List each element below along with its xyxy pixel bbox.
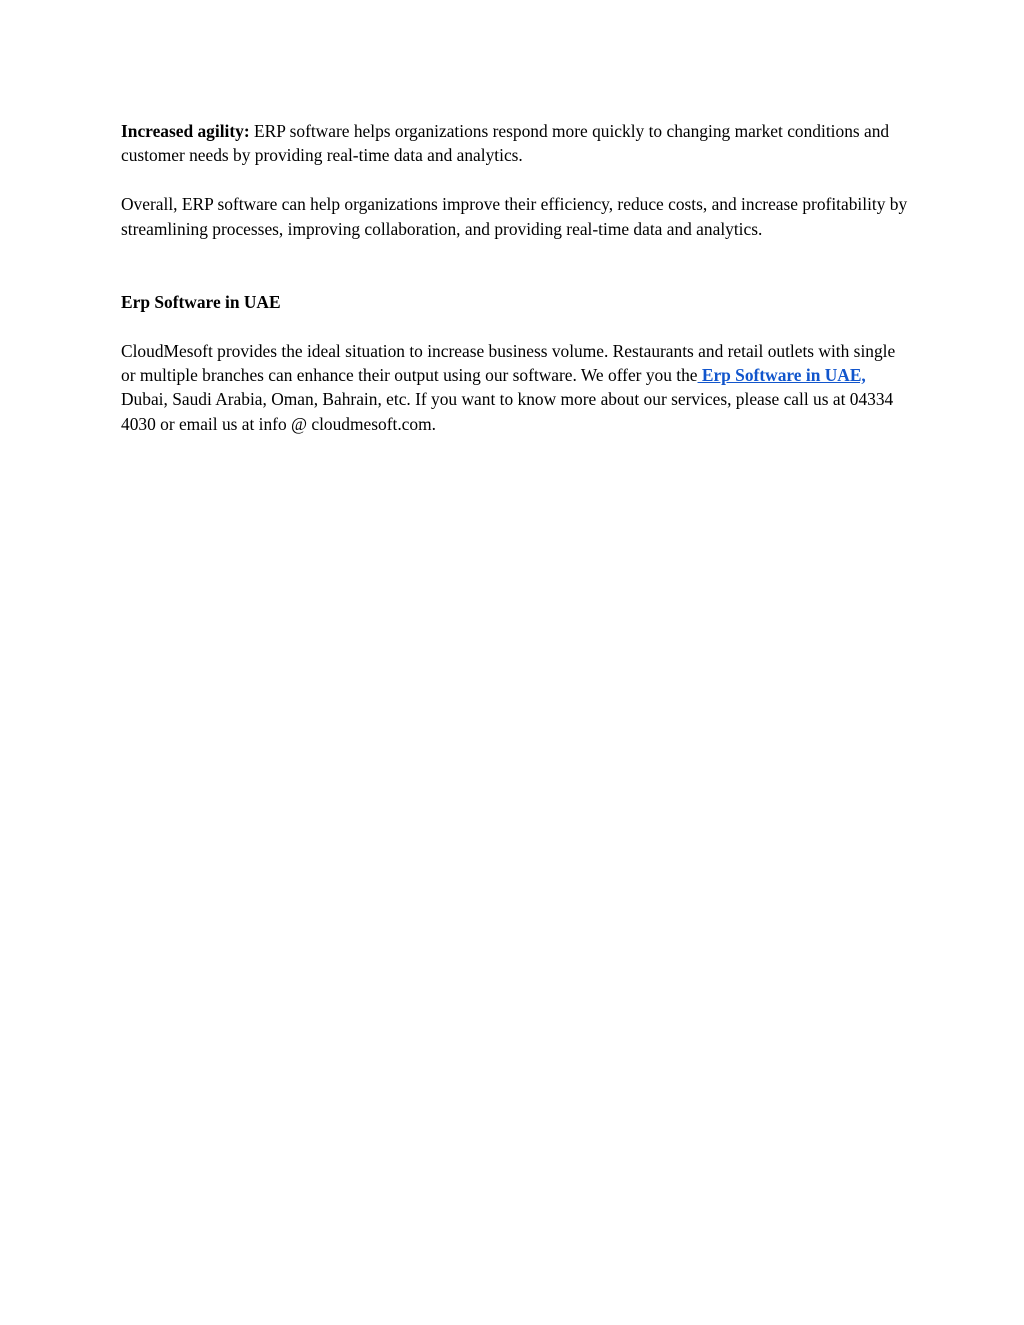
paragraph-text-before-link: CloudMesoft provides the ideal situation to increase business volume. Restaurants and retail outlets with single or multiple branches can enhance their output using our software. We offer you the: [121, 340, 896, 386]
paragraph-cloudmesoft: [121, 339, 911, 437]
section-heading: Erp Software in UAE: [121, 291, 281, 312]
paragraph-increased-agility: [121, 119, 911, 168]
document-body: [121, 119, 911, 436]
paragraph-text: ERP software helps organizations respond more quickly to changing market conditions and customer needs by providing real-time data and analytics.: [121, 121, 890, 166]
paragraph-lead-bold: Increased agility:: [121, 121, 250, 141]
paragraph-text-after-link: Dubai, Saudi Arabia, Oman, Bahrain, etc. If you want to know more about our services, please call us at 04334 4030 or email us at info @ cloudmesoft.com.: [121, 389, 894, 434]
paragraph-overall: Overall, ERP software can help organizations improve their efficiency, reduce costs, and increase profitability by streamlining processes, improving collaboration, and providing real-time data and analytics.: [121, 194, 908, 239]
erp-software-uae-link[interactable]: Erp Software in UAE,: [697, 365, 866, 386]
